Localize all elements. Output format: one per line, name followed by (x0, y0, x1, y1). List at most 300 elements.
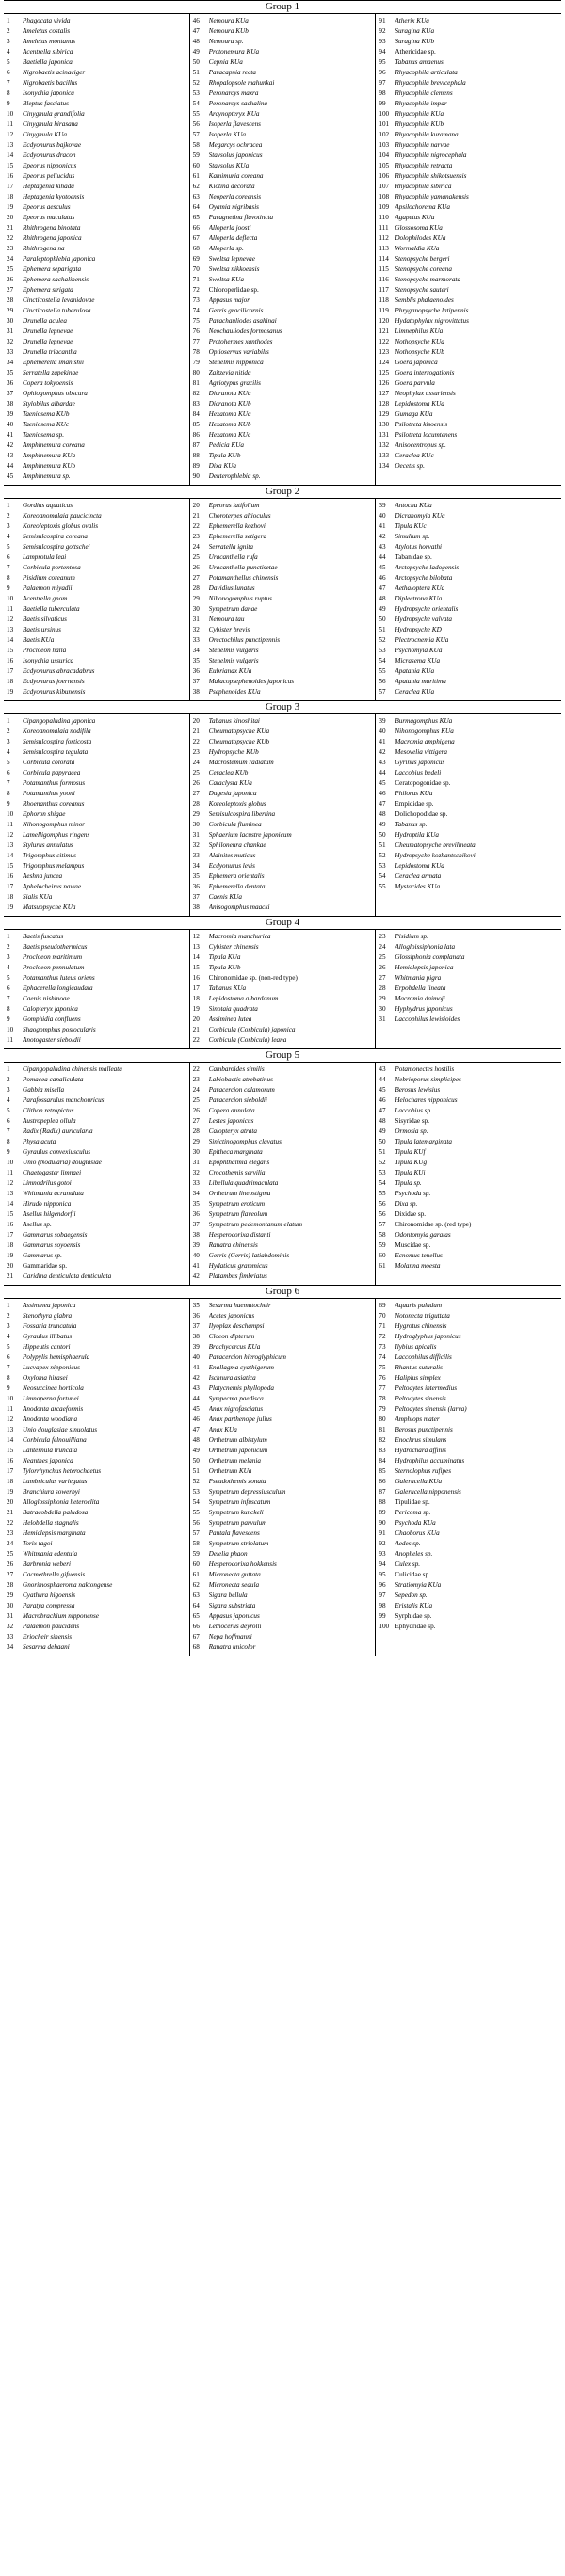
species-row (376, 1311, 561, 1321)
species-name: Lepidostoma KUa (395, 862, 444, 870)
species-row (4, 963, 189, 973)
species-row (4, 430, 189, 440)
species-name: Taeniosema sp. (23, 431, 65, 439)
species-name: Serratella zapekinae (23, 369, 79, 376)
species-name: Sympetrum danae (208, 605, 258, 613)
species-row (376, 378, 561, 389)
species-row (190, 1352, 376, 1363)
species-row (190, 16, 376, 26)
species-row (190, 182, 376, 192)
species-name: Anopheles sp. (395, 1550, 433, 1558)
species-row (190, 501, 376, 511)
species-row (4, 778, 189, 789)
species-number: 3 (7, 38, 10, 45)
species-name: Anodonta woodiana (23, 1416, 78, 1423)
species-row (376, 1425, 561, 1435)
species-name: Plectrocnemia KUa (395, 636, 449, 644)
species-row (4, 1147, 189, 1158)
species-row (376, 1487, 561, 1497)
species-name: Caridina denticulata denticulata (23, 1272, 112, 1280)
species-number: 19 (7, 688, 14, 696)
species-number: 79 (379, 1405, 386, 1413)
species-row (376, 1189, 561, 1199)
species-name: Ophiogomphus obscura (23, 390, 88, 397)
species-number: 69 (192, 255, 200, 263)
species-number: 25 (7, 265, 14, 273)
species-row (4, 542, 189, 552)
species-row (190, 1311, 376, 1321)
species-row (190, 1025, 376, 1035)
species-name: Suragina KUa (395, 27, 435, 35)
species-name: Ephemerella setigera (208, 533, 267, 540)
species-name: Gabbia misella (23, 1086, 65, 1094)
species-number: 59 (192, 152, 200, 159)
species-row (190, 368, 376, 378)
species-number: 63 (192, 1592, 200, 1599)
species-name: Epeorus maculatus (23, 214, 75, 221)
species-name: Apatania maritima (395, 678, 446, 685)
species-name: Kiotina decorata (208, 183, 255, 190)
species-name: Sympetrum striolatum (208, 1540, 269, 1547)
species-name: Sinotaia quadrata (208, 1005, 258, 1013)
species-row (4, 840, 189, 851)
species-row (4, 820, 189, 830)
species-name: Trigomphus melampus (23, 862, 85, 870)
species-name: Tipula KUb (208, 964, 241, 971)
species-number: 26 (379, 964, 386, 971)
species-name: Cinygmula KUa (23, 131, 67, 138)
group-title: Group 3 (4, 701, 561, 714)
species-row (4, 872, 189, 882)
species-number: 28 (192, 800, 200, 808)
species-name: Hydaticus grammicus (208, 1262, 268, 1270)
species-name: Kamimuria coreana (208, 172, 264, 180)
group-section (4, 1285, 561, 1656)
species-name: Zaitzevia nitida (208, 369, 251, 376)
species-number: 39 (379, 717, 386, 725)
species-name: Gerris gracilicornis (208, 307, 264, 314)
species-name: Helobdella stagnalis (23, 1519, 79, 1527)
species-number: 10 (7, 1026, 14, 1033)
species-row (190, 1085, 376, 1096)
species-number: 41 (7, 431, 14, 439)
species-number: 113 (379, 245, 389, 252)
species-number: 44 (379, 769, 386, 776)
species-number: 17 (7, 667, 14, 675)
species-name: Heptagenia kyotoensis (23, 193, 85, 200)
species-row (376, 16, 561, 26)
species-number: 20 (7, 1498, 14, 1506)
species-name: Alloperla sp. (208, 245, 244, 252)
species-name: Acentrella sibirica (23, 48, 73, 56)
species-row (190, 830, 376, 840)
species-number: 72 (379, 1333, 386, 1340)
species-row (4, 130, 189, 140)
species-name: Rhyacophila impar (395, 100, 447, 107)
species-name: Mesovelia vittigera (395, 748, 448, 756)
species-name: Pedicia KUa (208, 441, 244, 449)
species-number: 23 (192, 748, 200, 756)
species-number: 36 (192, 1312, 200, 1320)
species-name: Aphelocheirus nawae (23, 883, 82, 890)
species-number: 21 (192, 728, 200, 735)
species-row (376, 635, 561, 646)
species-name: Suragina KUb (395, 38, 435, 45)
species-number: 28 (192, 584, 200, 592)
species-number: 118 (379, 296, 389, 304)
species-number: 76 (192, 328, 200, 335)
species-row (190, 1591, 376, 1601)
species-row (4, 1301, 189, 1311)
species-row (376, 213, 561, 223)
species-row (4, 1425, 189, 1435)
species-row (376, 109, 561, 120)
species-column (189, 930, 376, 1048)
species-row (376, 1352, 561, 1363)
species-name: Batracobdella paludosa (23, 1509, 89, 1516)
species-row (4, 1025, 189, 1035)
species-number: 80 (379, 1416, 386, 1423)
species-name: Stenopsyche bergeri (395, 255, 450, 263)
species-number: 31 (379, 1016, 386, 1023)
species-name: Cheumatopsyche KUb (208, 738, 270, 745)
species-row (190, 799, 376, 809)
species-name: Gammarus soyoensis (23, 1241, 81, 1249)
species-row (190, 244, 376, 254)
species-number: 37 (192, 893, 200, 901)
species-name: Alloperla joosti (208, 224, 251, 232)
species-name: Ephacerella longicaudata (23, 984, 93, 992)
species-number: 122 (379, 338, 390, 345)
species-name: Rhyacophila nigrocephala (395, 152, 467, 159)
species-name: Nemoura KUb (208, 27, 249, 35)
species-column (4, 499, 189, 700)
species-number: 97 (379, 1592, 386, 1599)
species-number: 8 (7, 574, 10, 582)
species-number: 3 (7, 1086, 10, 1094)
species-number: 121 (379, 328, 390, 335)
species-number: 37 (7, 390, 14, 397)
species-name: Anotogaster sieboldii (23, 1036, 81, 1044)
species-name: Paracercion hieroglyphicum (208, 1353, 286, 1361)
species-row (190, 151, 376, 161)
species-number: 33 (192, 636, 200, 644)
species-row (376, 851, 561, 861)
species-number: 15 (7, 162, 14, 169)
species-name: Nemoura KUa (208, 17, 249, 24)
species-row (376, 1015, 561, 1025)
species-name: Gyraulus illibatus (23, 1333, 73, 1340)
species-row (190, 677, 376, 687)
species-row (376, 1539, 561, 1549)
species-name: Paracercion sieboldii (208, 1096, 267, 1104)
species-row (190, 584, 376, 594)
species-name: Laccobius bedeli (395, 769, 442, 776)
species-number: 54 (192, 1498, 200, 1506)
species-number: 49 (379, 605, 386, 613)
species-name: Libellula quadrimaculata (208, 1179, 279, 1187)
species-number: 81 (192, 379, 200, 387)
species-row (376, 563, 561, 573)
species-name: Ilybius apicalis (395, 1343, 437, 1351)
species-number: 71 (192, 276, 200, 283)
species-row (4, 1332, 189, 1342)
species-name: Eubrianax KUa (208, 667, 252, 675)
species-name: Parachauliodes asahinai (208, 317, 277, 325)
species-row (376, 1342, 561, 1352)
species-table (4, 0, 561, 1656)
species-name: Tabanus kinoshitai (208, 717, 260, 725)
species-row (4, 973, 189, 984)
species-number: 38 (192, 904, 200, 911)
species-row (190, 1064, 376, 1075)
species-name: Protonemura KUa (208, 48, 260, 56)
species-name: Tipula sp. (395, 1179, 422, 1187)
species-row (190, 26, 376, 37)
species-number: 101 (379, 120, 390, 128)
species-number: 4 (7, 1096, 10, 1104)
species-row (376, 727, 561, 737)
species-number: 110 (379, 214, 389, 221)
species-row (376, 1560, 561, 1570)
species-name: Gammarus sp. (23, 1252, 62, 1259)
species-row (376, 161, 561, 171)
species-name: Copera annulata (208, 1107, 255, 1114)
species-name: Protohermes xanthodes (208, 338, 273, 345)
species-name: Nihonogomphus ruptus (208, 595, 272, 602)
species-name: Odontomyia garatas (395, 1231, 451, 1239)
species-number: 16 (7, 657, 14, 664)
species-number: 93 (379, 1550, 386, 1558)
species-row (376, 872, 561, 882)
species-name: Psilotreta kisoensis (395, 421, 448, 428)
species-name: Tipulidae sp. (395, 1498, 430, 1506)
species-row (190, 171, 376, 182)
species-name: Rhantus suturalis (395, 1364, 443, 1371)
species-name: Peronarcys maxra (208, 89, 259, 97)
species-name: Sympecma paedisca (208, 1395, 264, 1402)
species-row (190, 1220, 376, 1230)
species-row (376, 861, 561, 872)
species-name: Sympetrum pedemontanum elatum (208, 1221, 303, 1228)
species-name: Anax nigrofasciatus (208, 1405, 264, 1413)
species-row (376, 244, 561, 254)
species-row (4, 830, 189, 840)
species-number: 100 (379, 1623, 390, 1630)
species-number: 15 (7, 1447, 14, 1454)
species-row (4, 1272, 189, 1282)
species-number: 82 (192, 390, 200, 397)
species-row (376, 625, 561, 635)
species-row (376, 747, 561, 758)
species-row (4, 1311, 189, 1321)
species-number: 43 (379, 1065, 386, 1073)
species-row (190, 275, 376, 285)
species-row (376, 233, 561, 244)
species-name: Baetis KUa (23, 636, 55, 644)
species-name: Nothopsyche KUa (395, 338, 444, 345)
species-row (376, 430, 561, 440)
species-number: 48 (379, 1117, 386, 1125)
species-number: 49 (379, 1128, 386, 1135)
species-number: 42 (192, 1374, 200, 1382)
species-name: Sesarma haematocheir (208, 1302, 271, 1309)
species-name: Rhithrogena japonica (23, 234, 82, 242)
species-name: Oecetis sp. (395, 462, 425, 470)
species-name: Drunella aculea (23, 317, 67, 325)
species-name: Orthetrum KUa (208, 1467, 252, 1475)
species-name: Ceraclea armata (395, 872, 442, 880)
species-name: Rhopalopsole mahunkai (208, 79, 275, 87)
species-name: Davidius lunatus (208, 584, 255, 592)
species-name: Ameletus costalis (23, 27, 71, 35)
species-row (376, 952, 561, 963)
species-number: 8 (7, 89, 10, 97)
species-name: Erpobdella lineata (395, 984, 446, 992)
species-row (4, 57, 189, 68)
species-name: Cincticostella tuberulosa (23, 307, 91, 314)
species-row (190, 1611, 376, 1622)
species-name: Procloeon halla (23, 647, 67, 654)
species-number: 23 (192, 1076, 200, 1083)
species-name: Uracanthella rufa (208, 553, 258, 561)
species-row (190, 88, 376, 99)
species-name: Sepedon sp. (395, 1592, 428, 1599)
species-number: 51 (379, 626, 386, 633)
species-name: Semisulcospira forticosta (23, 738, 92, 745)
species-number: 92 (379, 1540, 386, 1547)
species-number: 50 (192, 58, 200, 66)
species-row (4, 716, 189, 727)
species-number: 38 (7, 400, 14, 408)
species-name: Glossosoma KUa (395, 224, 443, 232)
species-name: Tipula KUi (395, 1169, 426, 1176)
species-name: Goera parvula (395, 379, 435, 387)
species-row (376, 1209, 561, 1220)
species-row (4, 1591, 189, 1601)
species-row (4, 727, 189, 737)
species-name: Epeorus aesculus (23, 203, 71, 211)
species-name: Ischnura asiatica (208, 1374, 256, 1382)
species-name: Uracanthella punctisetae (208, 564, 278, 571)
species-name: Rhyacophila KUb (395, 120, 444, 128)
species-row (4, 337, 189, 347)
species-name: Haliplus simplex (395, 1374, 441, 1382)
species-number: 27 (192, 790, 200, 797)
species-number: 75 (379, 1364, 386, 1371)
species-name: Tabanus amaenus (395, 58, 444, 66)
species-row (190, 625, 376, 635)
species-number: 54 (379, 1179, 386, 1187)
species-row (376, 451, 561, 461)
species-number: 71 (379, 1322, 386, 1330)
species-name: Unio (Nodularia) douglasiae (23, 1159, 102, 1166)
species-name: Aeshna juncea (23, 872, 63, 880)
species-number: 9 (7, 584, 10, 592)
species-row (190, 1528, 376, 1539)
species-number: 86 (379, 1478, 386, 1485)
species-row (190, 573, 376, 584)
species-number: 86 (192, 431, 200, 439)
species-number: 1 (7, 1302, 10, 1309)
species-row (190, 68, 376, 78)
species-number: 53 (379, 862, 386, 870)
species-number: 35 (192, 1200, 200, 1208)
species-row (4, 1497, 189, 1508)
species-row (4, 1075, 189, 1085)
species-name: Ranatra chinensis (208, 1241, 258, 1249)
species-number: 5 (7, 1107, 10, 1114)
species-number: 66 (192, 224, 200, 232)
species-row (376, 171, 561, 182)
species-number: 67 (192, 234, 200, 242)
species-number: 14 (7, 852, 14, 859)
species-number: 51 (192, 69, 200, 76)
species-name: Tipula KUf (395, 1148, 426, 1156)
species-name: Cyathura higoensis (23, 1592, 76, 1599)
species-number: 58 (192, 1540, 200, 1547)
species-row (4, 327, 189, 337)
species-number: 34 (7, 359, 14, 366)
species-row (190, 306, 376, 316)
species-row (190, 737, 376, 747)
species-name: Amphinemura KUa (23, 452, 76, 459)
species-name: Baetiella tuberculata (23, 605, 80, 613)
species-number: 1 (7, 1065, 10, 1073)
species-name: Paraleptophlebia japonica (23, 255, 96, 263)
species-number: 60 (379, 1252, 386, 1259)
species-row (376, 809, 561, 820)
species-name: Orthetrum lineostigma (208, 1190, 271, 1197)
species-number: 32 (192, 626, 200, 633)
species-name: Helochares nipponicus (395, 1096, 458, 1104)
species-row (376, 192, 561, 202)
group-title: Group 6 (4, 1286, 561, 1299)
species-number: 29 (192, 1138, 200, 1145)
species-number: 73 (379, 1343, 386, 1351)
species-name: Psychoda KUa (395, 1519, 436, 1527)
species-row (376, 68, 561, 78)
species-row (4, 1321, 189, 1332)
species-row (4, 521, 189, 532)
species-number: 45 (379, 564, 386, 571)
species-number: 65 (192, 214, 200, 221)
species-row (190, 337, 376, 347)
species-row (4, 1466, 189, 1477)
species-row (376, 57, 561, 68)
species-name: Tabanus KUa (208, 984, 247, 992)
species-name: Chaoborus KUa (395, 1529, 440, 1537)
species-name: Neosuccinea horticola (23, 1384, 84, 1392)
species-number: 16 (7, 872, 14, 880)
species-name: Isonychia japonica (23, 89, 74, 97)
species-number: 25 (192, 769, 200, 776)
species-number: 20 (7, 1262, 14, 1270)
species-number: 35 (192, 657, 200, 664)
species-name: Dicranomyia KUa (395, 512, 445, 520)
species-name: Enallagma cyathigerum (208, 1364, 274, 1371)
species-name: Hygrotus chinensis (395, 1322, 447, 1330)
species-row (4, 26, 189, 37)
species-row (190, 1004, 376, 1015)
species-number: 27 (7, 286, 14, 294)
species-row (4, 1004, 189, 1015)
species-row (376, 594, 561, 604)
species-number: 17 (7, 1231, 14, 1239)
species-row (4, 882, 189, 892)
species-row (376, 1477, 561, 1487)
species-number: 115 (379, 265, 389, 273)
